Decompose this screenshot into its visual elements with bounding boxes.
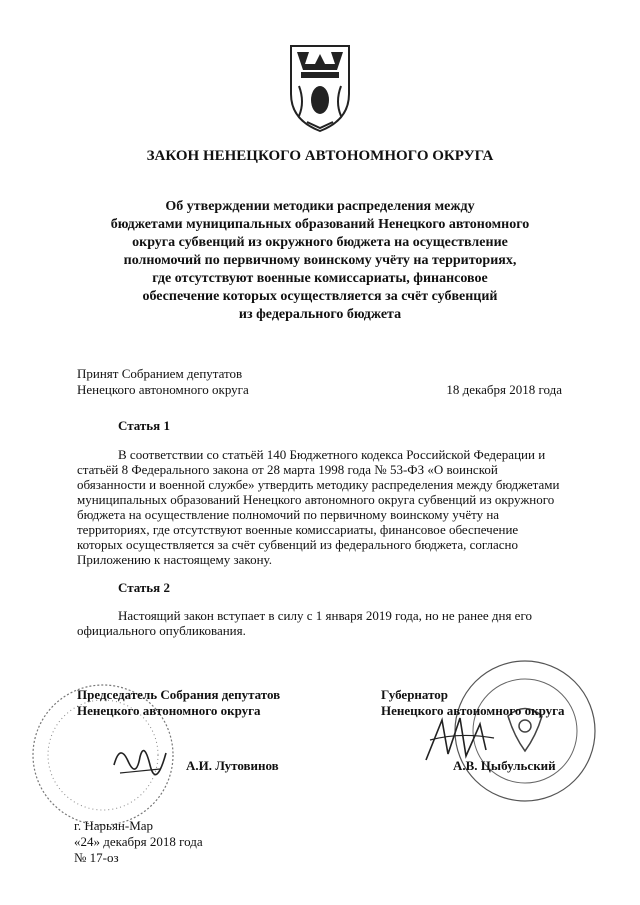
article-2-text [77, 608, 563, 638]
signatory-title: Председатель Собрания депутатов [77, 687, 281, 702]
article-line: которых осуществляется за счёт субвенций из федерального бюджета, согласно [77, 537, 519, 552]
subject-line: полномочий по первичному воинскому учёту на территориях, [123, 253, 517, 268]
signatory-org: Ненецкого автономного округа [77, 703, 261, 718]
signatory-left [77, 687, 280, 719]
adoption-date: 18 декабря 2018 года [446, 382, 562, 397]
article-1-title: Статья 1 [118, 418, 170, 433]
article-line: Настоящий закон вступает в силу с 1 января 2019 года, но не ранее дня его [118, 608, 532, 623]
article-line: официального опубликования. [77, 623, 246, 638]
adoption-line: Принят Собранием депутатов [77, 366, 243, 381]
subject-line: из федерального бюджета [238, 307, 402, 322]
article-1-text [77, 447, 563, 567]
article-line: В соответствии со статьёй 140 Бюджетного кодекса Российской Федерации и [118, 447, 546, 462]
subject-line: где отсутствуют военные комиссариаты, финансовое [152, 271, 488, 286]
subject-line: Об утверждении методики распределения между [165, 199, 475, 214]
article-line: бюджета на осуществление полномочий по первичному воинскому учёту на [77, 507, 500, 522]
signatory-name-left: А.И. Лутовинов [186, 758, 279, 773]
adoption-info [77, 366, 249, 398]
signatory-title: Губернатор [381, 687, 449, 702]
article-line: территориях, где отсутствуют военные комиссариаты, финансовое обеспечение [77, 522, 519, 537]
signatory-name-right: А.В. Цыбульский [453, 758, 556, 773]
subject-line: обеспечение которых осуществляется за счёт субвенций [142, 289, 498, 304]
article-line: муниципальных образований Ненецкого автономного округа субвенций из окружного [77, 492, 555, 507]
signatory-right [381, 687, 565, 719]
law-subject [70, 198, 570, 324]
article-line: статьёй 8 Федерального закона от 28 марта 1998 года № 53-ФЗ «О воинской [77, 462, 498, 477]
signatory-org: Ненецкого автономного округа [381, 703, 565, 718]
article-2-title: Статья 2 [118, 580, 170, 595]
article-line: обязанности и военной службе» утвердить методику распределения между бюджетами [77, 477, 560, 492]
article-line: Приложению к настоящему закону. [77, 552, 272, 567]
subject-line: округа субвенций из окружного бюджета на осуществление [132, 235, 508, 250]
document-footer [74, 818, 203, 866]
signing-date: «24» декабря 2018 года [74, 834, 203, 849]
adoption-line: Ненецкого автономного округа [77, 382, 249, 397]
place-of-signing: г. Нарьян-Мар [74, 818, 154, 833]
subject-line: бюджетами муниципальных образований Ненецкого автономного [110, 217, 530, 232]
coat-of-arms-icon [287, 42, 353, 134]
law-title: ЗАКОН НЕНЕЦКОГО АВТОНОМНОГО ОКРУГА [146, 148, 494, 164]
signature-left [110, 735, 170, 780]
law-number: № 17-оз [74, 850, 119, 865]
